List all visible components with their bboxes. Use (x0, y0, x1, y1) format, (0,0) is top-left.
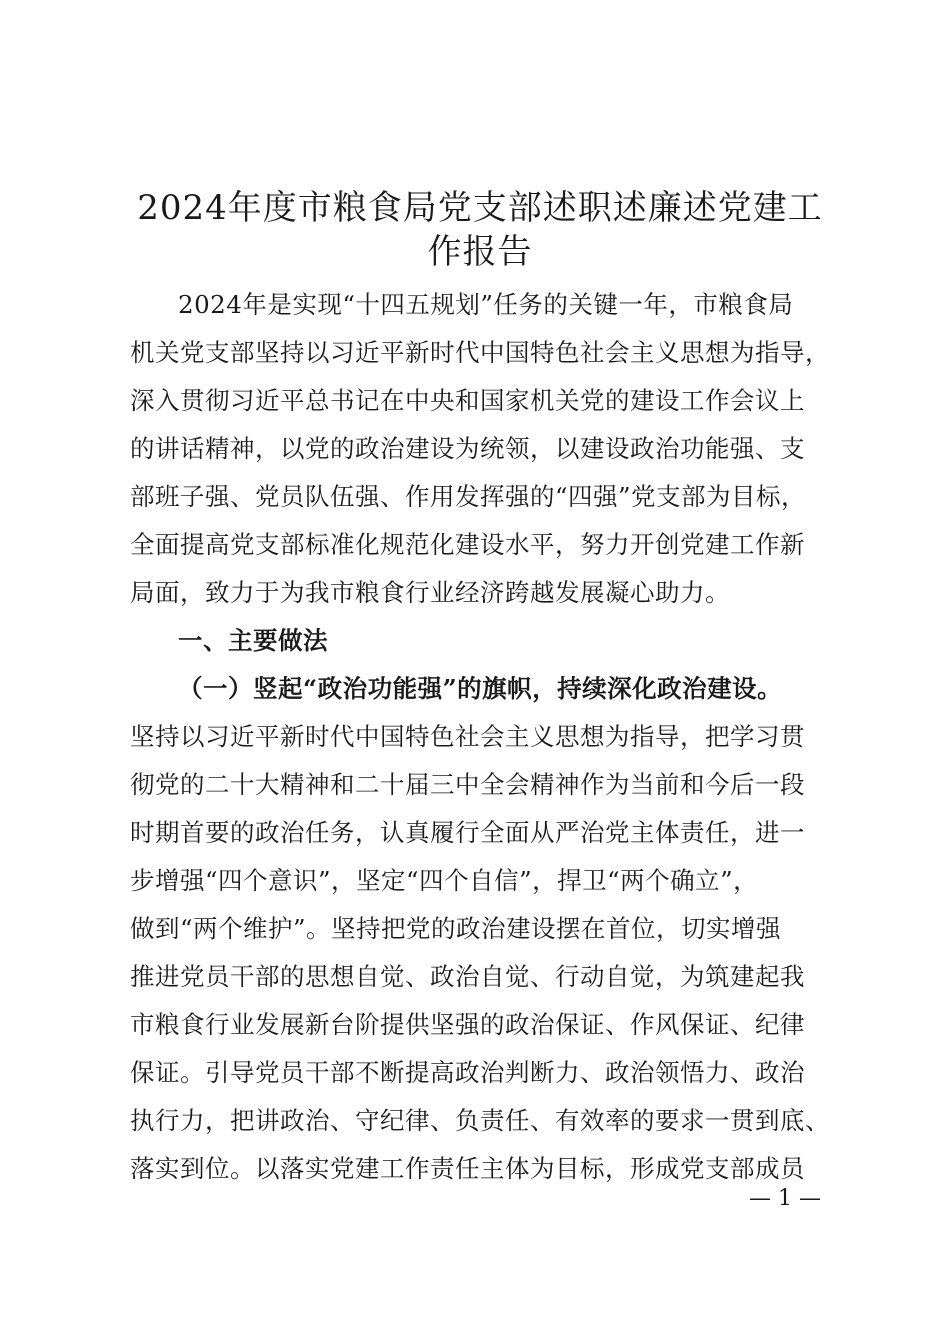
paragraph-intro-line-7: 局面，致力于为我市粮食行业经济跨越发展凝心助力。 (130, 578, 730, 607)
document-title-line-2: 作报告 (427, 232, 533, 272)
paragraph-intro-line-5: 部班子强、党员队伍强、作用发挥强的“四强”党支部为目标， (130, 482, 807, 511)
paragraph-body-line-8: 保证。引导党员干部不断提高政治判断力、政治领悟力、政治 (130, 1058, 805, 1087)
page-number: — 1 — (749, 1186, 821, 1211)
subsection-heading-political-function: （一）竖起“政治功能强”的旗帜，持续深化政治建设。 (178, 674, 783, 703)
paragraph-body-line-9: 执行力，把讲政治、守纪律、负责任、有效率的要求一贯到底、 (130, 1106, 830, 1135)
paragraph-body-line-5: 做到“两个维护”。坚持把党的政治建设摆在首位，切实增强 (130, 914, 782, 943)
paragraph-body-line-6: 推进党员干部的思想自觉、政治自觉、行动自觉，为筑建起我 (130, 962, 805, 991)
paragraph-intro-line-2: 机关党支部坚持以习近平新时代中国特色社会主义思想为指导， (130, 338, 830, 367)
paragraph-intro-line-4: 的讲话精神，以党的政治建设为统领，以建设政治功能强、支 (130, 434, 805, 463)
paragraph-intro-line-6: 全面提高党支部标准化规范化建设水平，努力开创党建工作新 (130, 530, 805, 559)
paragraph-body-line-1: 坚持以习近平新时代中国特色社会主义思想为指导，把学习贯 (130, 722, 805, 751)
paragraph-intro-line-3: 深入贯彻习近平总书记在中央和国家机关党的建设工作会议上 (130, 386, 805, 415)
paragraph-body-line-3: 时期首要的政治任务，认真履行全面从严治党主体责任，进一 (130, 818, 805, 847)
document-title-line-1: 2024年度市粮食局党支部述职述廉述党建工 (137, 188, 823, 228)
paragraph-body-line-2: 彻党的二十大精神和二十届三中全会精神作为当前和今后一段 (130, 770, 805, 799)
paragraph-intro-line-1: 2024年是实现“十四五规划”任务的关键一年，市粮食局 (178, 290, 794, 319)
paragraph-body-line-10: 落实到位。以落实党建工作责任主体为目标，形成党支部成员 (130, 1154, 805, 1183)
paragraph-body-line-7: 市粮食行业发展新台阶提供坚强的政治保证、作风保证、纪律 (130, 1010, 805, 1039)
paragraph-body-line-4: 步增强“四个意识”，坚定“四个自信”，捍卫“两个确立”， (130, 866, 759, 895)
section-heading-main-practices: 一、主要做法 (178, 626, 328, 655)
